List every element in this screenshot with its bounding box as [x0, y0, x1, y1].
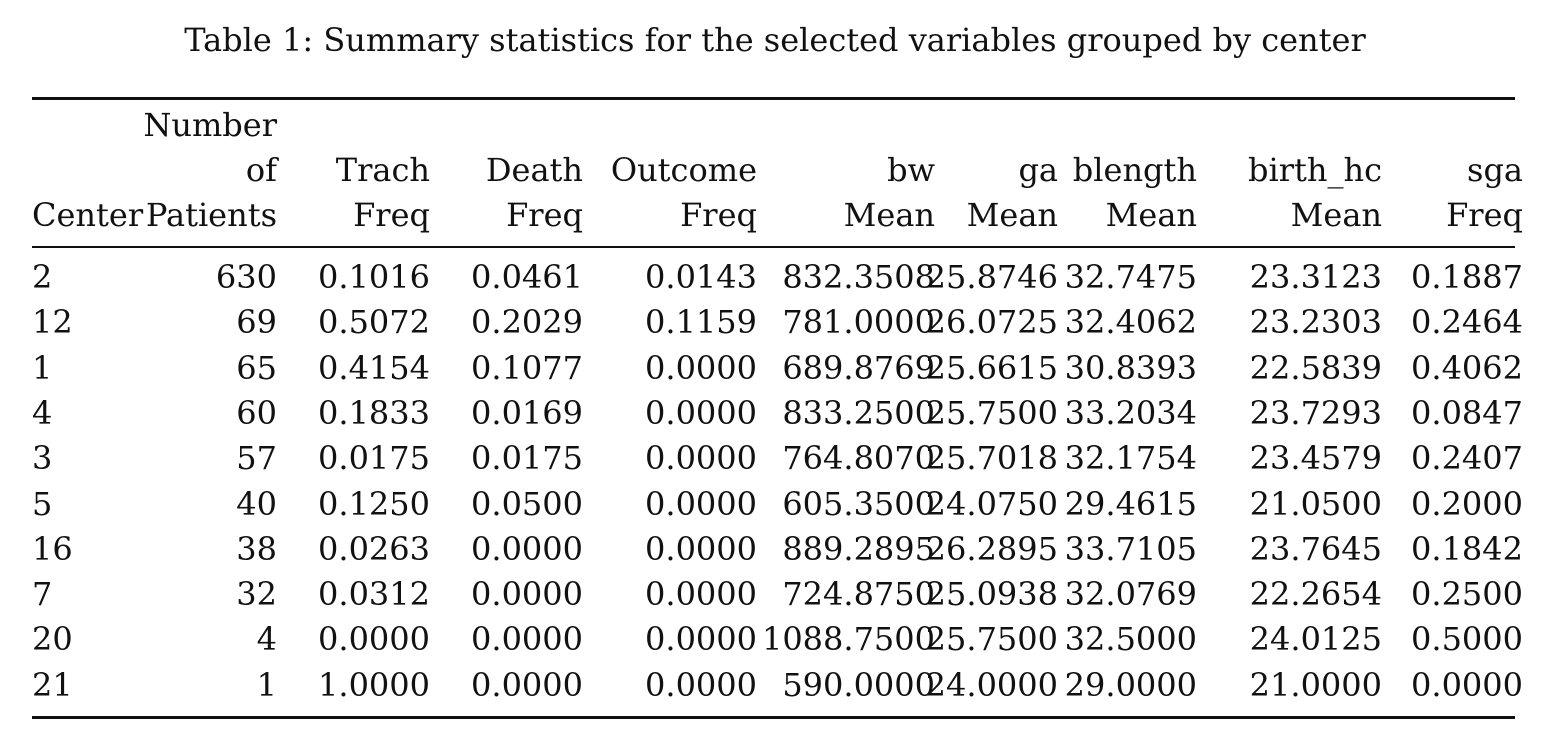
header-rule [32, 246, 1515, 248]
table-cell: 26.2895 [925, 529, 1058, 568]
table-cell: 24.0125 [1249, 620, 1382, 659]
table-cell: 590.0000 [782, 665, 935, 704]
table-caption: Table 1: Summary statistics for the selected variables grouped by center [184, 21, 1366, 59]
table-cell: 25.7500 [925, 393, 1058, 432]
table-cell: 0.2407 [1411, 439, 1523, 478]
table-cell: 33.2034 [1064, 393, 1197, 432]
table-cell: 0.0000 [645, 575, 757, 614]
table-cell: 26.0725 [925, 303, 1058, 342]
table-cell: 22.2654 [1249, 575, 1382, 614]
row-center-label: 5 [32, 484, 53, 523]
row-center-label: 2 [32, 258, 53, 296]
column-header: blength [1072, 151, 1197, 189]
row-center-label: 20 [32, 620, 73, 659]
table-cell: 25.7500 [925, 620, 1058, 659]
table-cell: 0.0169 [471, 393, 583, 432]
table-cell: 32.7475 [1064, 258, 1197, 296]
bottom-rule [32, 716, 1515, 719]
table-cell: 724.8750 [782, 575, 935, 614]
table-cell: 0.0000 [645, 348, 757, 387]
row-center-label: 7 [32, 575, 53, 614]
column-header: Patients [145, 196, 277, 234]
table-cell: 0.0000 [645, 484, 757, 523]
row-center-label: 3 [32, 439, 53, 478]
row-center-label: 4 [32, 393, 53, 432]
table-cell: 0.0175 [471, 439, 583, 478]
table-cell: 23.2303 [1249, 303, 1382, 342]
table-cell: 0.0312 [318, 575, 430, 614]
table-cell: 0.4062 [1411, 348, 1523, 387]
table-cell: 0.2000 [1411, 484, 1523, 523]
table-cell: 0.1016 [318, 258, 430, 296]
column-header: bw [887, 151, 935, 189]
column-header: Trach [335, 151, 430, 189]
table-cell: 29.4615 [1064, 484, 1197, 523]
table-cell: 0.0000 [318, 620, 430, 659]
column-header: Freq [353, 196, 430, 234]
table-cell: 0.5000 [1411, 620, 1523, 659]
column-header: of [245, 151, 277, 189]
column-header: Mean [843, 196, 935, 234]
column-header: Mean [1105, 196, 1197, 234]
table-cell: 0.0000 [645, 439, 757, 478]
table-cell: 22.5839 [1249, 348, 1382, 387]
table-cell: 69 [236, 303, 277, 342]
table-cell: 0.0263 [318, 529, 430, 568]
table-cell: 0.1842 [1411, 529, 1523, 568]
table-cell: 23.7645 [1249, 529, 1382, 568]
top-rule [32, 97, 1515, 100]
table-cell: 832.3508 [782, 258, 935, 296]
table-cell: 0.0000 [471, 620, 583, 659]
table-cell: 630 [215, 258, 277, 296]
table-cell: 57 [236, 439, 277, 478]
table-cell: 32.4062 [1064, 303, 1197, 342]
table-cell: 21.0000 [1249, 665, 1382, 704]
table-cell: 0.0000 [645, 529, 757, 568]
table-cell: 0.0000 [1411, 665, 1523, 704]
table-cell: 24.0750 [925, 484, 1058, 523]
table-cell: 0.0500 [471, 484, 583, 523]
column-header: Death [485, 151, 583, 189]
column-header: Center [32, 196, 144, 234]
table-cell: 605.3500 [782, 484, 935, 523]
table-cell: 689.8769 [782, 348, 935, 387]
column-header: Freq [506, 196, 583, 234]
row-center-label: 21 [32, 665, 73, 704]
table-cell: 29.0000 [1064, 665, 1197, 704]
table-cell: 889.2895 [782, 529, 935, 568]
table-cell: 0.0000 [471, 575, 583, 614]
table-cell: 32.5000 [1064, 620, 1197, 659]
column-header: Mean [1290, 196, 1382, 234]
table-cell: 32.0769 [1064, 575, 1197, 614]
table-cell: 0.1077 [471, 348, 583, 387]
table-cell: 0.0000 [645, 665, 757, 704]
row-center-label: 16 [32, 529, 73, 568]
table-cell: 0.4154 [318, 348, 430, 387]
table-cell: 30.8393 [1064, 348, 1197, 387]
table-cell: 4 [256, 620, 277, 659]
table-cell: 25.6615 [925, 348, 1058, 387]
table-cell: 38 [236, 529, 277, 568]
table-cell: 0.2464 [1411, 303, 1523, 342]
table-cell: 0.0847 [1411, 393, 1523, 432]
table-cell: 0.0000 [471, 529, 583, 568]
table-cell: 25.7018 [925, 439, 1058, 478]
table-cell: 0.0461 [471, 258, 583, 296]
table-cell: 25.8746 [925, 258, 1058, 296]
column-header: Freq [680, 196, 757, 234]
table-cell: 0.5072 [318, 303, 430, 342]
table-cell: 781.0000 [782, 303, 935, 342]
table-cell: 1088.7500 [761, 620, 935, 659]
column-header: Outcome [610, 151, 757, 189]
table-cell: 60 [236, 393, 277, 432]
table-cell: 23.3123 [1249, 258, 1382, 296]
column-header: sga [1467, 151, 1523, 189]
table-cell: 0.0175 [318, 439, 430, 478]
table-cell: 0.1250 [318, 484, 430, 523]
table-cell: 32 [236, 575, 277, 614]
table-cell: 0.0000 [645, 620, 757, 659]
table-cell: 1.0000 [318, 665, 430, 704]
table-cell: 65 [236, 348, 277, 387]
table-cell: 833.2500 [782, 393, 935, 432]
table-cell: 0.2500 [1411, 575, 1523, 614]
table-cell: 25.0938 [925, 575, 1058, 614]
table-cell: 0.0000 [471, 665, 583, 704]
table-cell: 32.1754 [1064, 439, 1197, 478]
row-center-label: 1 [32, 348, 53, 387]
table-cell: 0.0143 [645, 258, 757, 296]
table-cell: 33.7105 [1064, 529, 1197, 568]
table-cell: 23.4579 [1249, 439, 1382, 478]
column-header: Freq [1446, 196, 1523, 234]
table-cell: 40 [236, 484, 277, 523]
row-center-label: 12 [32, 303, 73, 342]
table-cell: 24.0000 [925, 665, 1058, 704]
column-header: Mean [966, 196, 1058, 234]
table-cell: 764.8070 [782, 439, 935, 478]
table-cell: 0.0000 [645, 393, 757, 432]
table-cell: 0.1833 [318, 393, 430, 432]
table-cell: 0.1159 [645, 303, 757, 342]
table-cell: 0.2029 [471, 303, 583, 342]
table-cell: 1 [256, 665, 277, 704]
table-cell: 21.0500 [1249, 484, 1382, 523]
table-cell: 23.7293 [1249, 393, 1382, 432]
column-header: ga [1018, 151, 1058, 189]
column-header: birth_hc [1247, 151, 1382, 189]
column-header: Number [143, 106, 277, 144]
table-cell: 0.1887 [1411, 258, 1523, 296]
